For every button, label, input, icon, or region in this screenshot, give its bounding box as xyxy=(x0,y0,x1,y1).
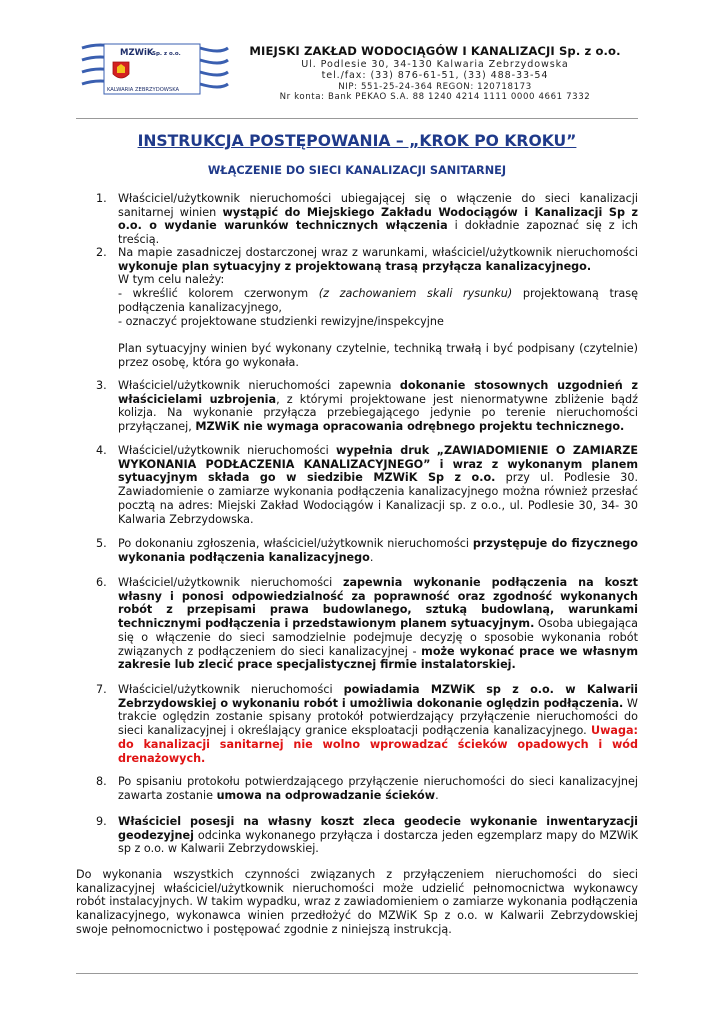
step-number: 5. xyxy=(96,537,107,550)
logo-brand: MZWiK xyxy=(120,48,154,58)
warning-note: Uwaga: do kanalizacji sanitarnej nie wolno wprowadzać ścieków opadowych i wód drenażowych. xyxy=(118,724,638,765)
company-phone: tel./fax: (33) 876-61-51, (33) 488-33-54 xyxy=(321,70,549,82)
step-2: Na mapie zasadniczej dostarczonej wraz z warunkami, właściciel/użytkownik nieruchomości wykonuje plan sytuacyjny z projektowaną trasą przyłącza kanalizacyjnego. W tym celu należy: - wkreślić kolorem czerwonym (z zachowaniem skali rysunku) projektowaną trasę podłączenia kanalizacyjnego, - oznaczyć projektowane studzienki rewizyjne/inspekcyjne Plan sytuacyjny winien być wykonany czytelnie, techniką trwałą i być podpisany (czytelnie) przez osobę, która go wykonała. xyxy=(118,246,639,369)
step-6: Właściciel/użytkownik nieruchomości zapewnia wykonanie podłączenia na koszt własny i ponosi odpowiedzialność za poprawność oraz zgodność wykonanych robót z przepisami prawa budowlanego, sztuką budowlaną, warunkami technicznymi podłączenia i przedstawionym planem sytuacyjnym. Osoba ubiegająca się o włączenie do sieci samodzielnie podejmuje decyzję o sposobie wykonania robót związanych z podłączeniem do sieci kanalizacyjnej - może wykonać prace we własnym zakresie lub zlecić prace specjalistycznej firmie instalatorskiej. xyxy=(118,576,639,672)
step-number: 8. xyxy=(96,775,107,788)
step-number: 4. xyxy=(96,444,107,457)
step-number: 9. xyxy=(96,815,107,828)
step-1: Właściciel/użytkownik nieruchomości ubiegającej się o włączenie do sieci kanalizacji sanitarnej winien wystąpić do Miejskiego Zakładu Wodociągów i Kanalizacji Sp z o.o. o wydanie warunków technicznych włączenia i dokładnie zapoznać się z ich treścią. xyxy=(118,192,638,247)
step-number: 6. xyxy=(96,576,107,589)
step-number: 1. xyxy=(96,192,107,205)
step-number: 3. xyxy=(96,379,107,392)
step-4: Właściciel/użytkownik nieruchomości wypełnia druk „ZAWIADOMIENIE O ZAMIARZE WYKONANIA PODŁACZENIA KANALIZACYJNEGO” i wraz z wykonanym planem sytuacyjnym składa go w siedzibie MZWiK Sp z o.o. przy ul. Podlesie 30. Zawiadomienie o zamiarze wykonania podłączenia kanalizacyjnego można również przesłać pocztą na adres: Miejski Zakład Wodociągów i Kanalizacji sp. z o.o., ul. Podlesie 30, 34- 30 Kalwaria Zebrzydowska. xyxy=(118,444,639,526)
step-3: Właściciel/użytkownik nieruchomości zapewnia dokonanie stosownych uzgodnień z właścicielami uzbrojenia, z którymi projektowane jest nienormatywne zbliżenie bądź kolizja. Na wykonanie przyłącza przebiegającego jedynie po terenie nieruchomości przyłączanej, MZWiK nie wymaga opracowania odrębnego projektu technicznego. xyxy=(118,379,639,434)
step-5: Po dokonaniu zgłoszenia, właściciel/użytkownik nieruchomości przystępuje do fizycznego wykonania podłączenia kanalizacyjnego. xyxy=(118,537,638,564)
footer-divider xyxy=(76,973,638,974)
company-name: MIEJSKI ZAKŁAD WODOCIĄGÓW I KANALIZACJI Sp. z o.o. xyxy=(249,44,621,58)
logo-town: KALWARIA ZEBRZYDOWSKA xyxy=(107,87,180,93)
header-divider xyxy=(76,118,638,119)
company-bank-account: Nr konta: Bank PEKAO S.A. 88 1240 4214 1111 0000 4661 7332 xyxy=(279,92,591,103)
step-7: Właściciel/użytkownik nieruchomości powiadamia MZWiK sp z o.o. w Kalwarii Zebrzydowskiej o wykonaniu robót i umożliwia dokonanie oględzin podłączenia. W trakcie oględzin zostanie spisany protokół potwierdzający przyłączenie nieruchomości do sieci kanalizacyjnej i określający granice eksploatacji podłączenia kanalizacyjnego. Uwaga: do kanalizacji sanitarnej nie wolno wprowadzać ścieków opadowych i wód drenażowych. xyxy=(118,683,639,765)
step-8: Po spisaniu protokołu potwierdzającego przyłączenie nieruchomości do sieci kanalizacyjnej zawarta zostanie umowa na odprowadzanie ścieków. xyxy=(118,775,638,802)
page-title: INSTRUKCJA POSTĘPOWANIA – „KROK PO KROKU” xyxy=(137,132,577,150)
company-header xyxy=(235,44,635,103)
step-9: Właściciel posesji na własny koszt zleca geodecie wykonanie inwentaryzacji geodezyjnej odcinka wykonanego przyłącza i dostarcza jeden egzemplarz mapy do MZWiK sp z o.o. w Kalwarii Zebrzydowskiej. xyxy=(118,815,638,856)
step-number: 7. xyxy=(96,683,107,696)
company-address: Ul. Podlesie 30, 34-130 Kalwaria Zebrzydowska xyxy=(301,59,569,70)
step-number: 2. xyxy=(96,246,107,259)
company-nip-regon: NIP: 551-25-24-364 REGON: 120718173 xyxy=(338,81,532,92)
logo-suffix: Sp. z o.o. xyxy=(152,51,181,57)
closing-paragraph: Do wykonania wszystkich czynności związanych z przyłączeniem nieruchomości do sieci kanalizacyjnej właściciel/użytkownik nieruchomości może udzielić pełnomocnictwa wykonawcy robót instalacyjnych. W takim wypadku, wraz z zawiadomieniem o zamiarze wykonania podłączenia kanalizacyjnego, wykonawca winien przedłożyć do MZWiK Sp z o.o. w Kalwarii Zebrzydowskiej swoje pełnomocnictwo i postępować zgodnie z niniejszą instrukcją. xyxy=(76,868,638,936)
mzwik-logo xyxy=(80,40,230,102)
page-subtitle: WŁĄCZENIE DO SIECI KANALIZACJI SANITARNEJ xyxy=(207,164,507,177)
